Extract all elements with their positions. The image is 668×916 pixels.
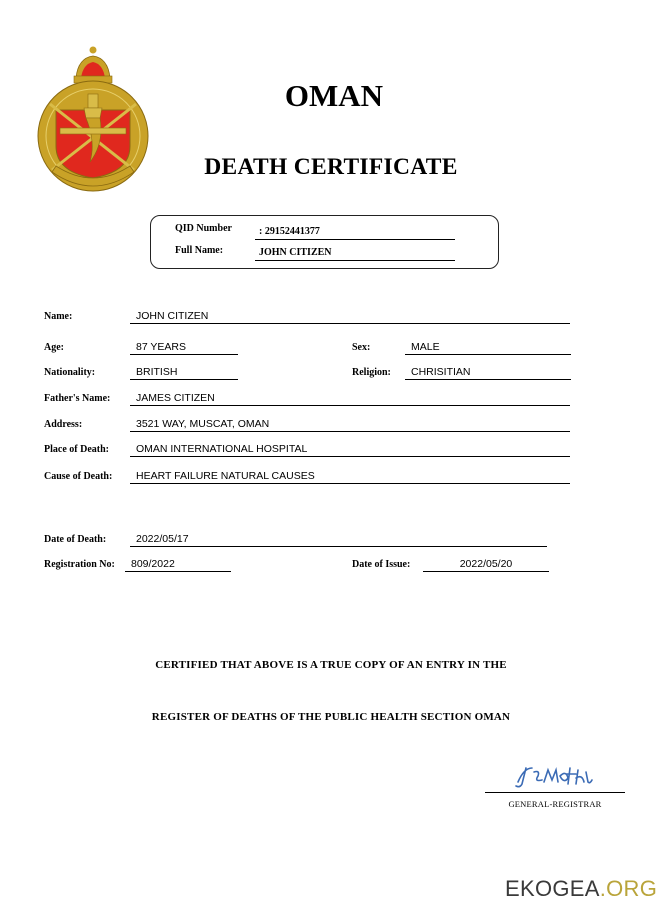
watermark-part-2: .ORG bbox=[599, 876, 658, 901]
address-label: Address: bbox=[44, 419, 83, 430]
date-of-issue-label: Date of Issue: bbox=[352, 559, 411, 570]
qid-value: : 29152441377 bbox=[255, 226, 455, 240]
nationality-label: Nationality: bbox=[44, 367, 96, 378]
name-label: Name: bbox=[44, 311, 73, 322]
address-value: 3521 WAY, MUSCAT, OMAN bbox=[130, 418, 570, 432]
sex-label: Sex: bbox=[352, 342, 371, 353]
age-value: 87 YEARS bbox=[130, 341, 238, 355]
sex-value: MALE bbox=[405, 341, 571, 355]
registration-no-value: 809/2022 bbox=[125, 558, 231, 572]
certificate-title: DEATH CERTIFICATE bbox=[204, 154, 458, 180]
father-value: JAMES CITIZEN bbox=[130, 392, 570, 406]
signature-line bbox=[485, 792, 625, 793]
father-label: Father's Name: bbox=[44, 393, 111, 404]
religion-label: Religion: bbox=[352, 367, 391, 378]
date-of-death-value: 2022/05/17 bbox=[130, 533, 547, 547]
watermark-part-1: EKOGEA bbox=[505, 876, 600, 901]
place-of-death-label: Place of Death: bbox=[44, 444, 109, 455]
qid-label: QID Number bbox=[175, 223, 232, 234]
cause-of-death-value: HEART FAILURE NATURAL CAUSES bbox=[130, 470, 570, 484]
fullname-value: JOHN CITIZEN bbox=[255, 247, 455, 261]
certification-line-1: CERTIFIED THAT ABOVE IS A TRUE COPY OF AN ENTRY IN THE bbox=[155, 659, 507, 671]
name-value: JOHN CITIZEN bbox=[130, 310, 570, 324]
registrar-title: GENERAL-REGISTRAR bbox=[508, 799, 602, 809]
certification-line-2: REGISTER OF DEATHS OF THE PUBLIC HEALTH SECTION OMAN bbox=[151, 711, 511, 723]
country-title: OMAN bbox=[284, 78, 384, 113]
watermark bbox=[505, 876, 657, 902]
registrar-signature-icon bbox=[514, 760, 594, 790]
place-of-death-value: OMAN INTERNATIONAL HOSPITAL bbox=[130, 443, 570, 457]
registration-no-label: Registration No: bbox=[44, 559, 115, 570]
cause-of-death-label: Cause of Death: bbox=[44, 471, 113, 482]
age-label: Age: bbox=[44, 342, 64, 353]
date-of-death-label: Date of Death: bbox=[44, 534, 107, 545]
fullname-label: Full Name: bbox=[175, 245, 224, 256]
religion-value: CHRISITIAN bbox=[405, 366, 571, 380]
date-of-issue-value: 2022/05/20 bbox=[423, 558, 549, 572]
nationality-value: BRITISH bbox=[130, 366, 238, 380]
